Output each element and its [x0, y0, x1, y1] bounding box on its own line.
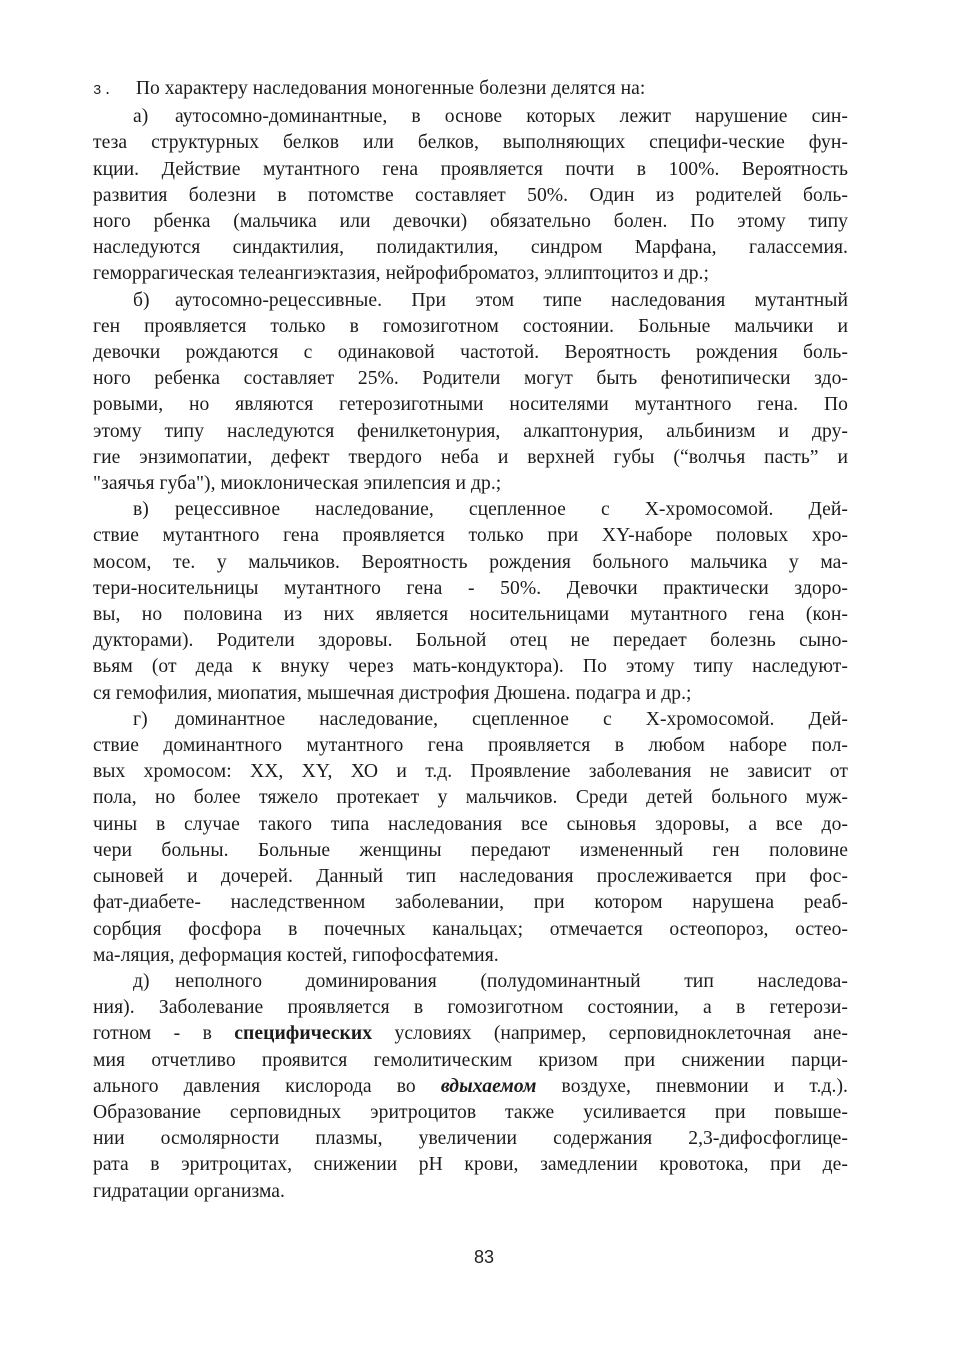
- list-item-line: развития болезни в потомстве составляет 50%. Один из родителей боль-: [93, 184, 848, 206]
- list-item-mark: в): [133, 499, 149, 521]
- emphasis-bold-word: специфических: [234, 1023, 373, 1045]
- list-item-mark: а): [133, 106, 149, 128]
- section-number: 3.: [93, 83, 114, 99]
- list-item-text: аутосомно-рецессивные. При этом типе наследования мутантный: [175, 289, 848, 311]
- item-d-line: рата в эритроцитах, снижении pH крови, замедлении кровотока, при де-: [93, 1154, 848, 1176]
- list-item-line: тери-носительницы мутантного гена - 50%. Девочки практически здоро-: [93, 577, 848, 599]
- emphasis-italic-word: вдыхаемом: [440, 1075, 537, 1097]
- list-item-line: ствие мутантного гена проявляется только при XY-наборе половых хро-: [93, 525, 848, 547]
- list-item-line: наследуются синдактилия, полидактилия, синдром Марфана, галассемия.: [93, 237, 848, 259]
- list-item-line: ствие доминантного мутантного гена проявляется в любом наборе пол-: [93, 735, 848, 757]
- list-item-line: мосом, те. у мальчиков. Вероятность рождения больного мальчика у ма-: [93, 551, 848, 573]
- item-d-line: [93, 1021, 848, 1047]
- list-item: [93, 497, 848, 707]
- list-item-line: ного рбенка (мальчика или девочки) обязательно болен. По этому типу: [93, 211, 848, 233]
- list-item-line: теза структурных белков или белков, выполняющих специфи-ческие фун-: [93, 132, 848, 154]
- intro-text: По характеру наследования моногенные болезни делятся на:: [135, 78, 646, 99]
- list-item-line: вых хромосом: XX, XY, ХО и т.д. Проявление заболевания не зависит от: [93, 761, 848, 783]
- item-d-text-3b: условиях (например, серповидноклеточная ане-: [372, 1023, 848, 1045]
- item-d-text-3a: готном - в: [93, 1023, 235, 1045]
- list-item: [93, 707, 848, 969]
- list-item-mark: б): [133, 289, 150, 311]
- item-d-line: ния). Заболевание проявляется в гомозиготном состоянии, а в гетерози-: [93, 997, 848, 1019]
- list-item-line: дукторами). Родители здоровы. Больной отец не передает болезнь сыно-: [93, 630, 848, 652]
- item-d-text-5a: ального давления кислорода во: [93, 1075, 441, 1097]
- list-item-line: [93, 288, 848, 314]
- item-d-line: гидратации организма.: [93, 1180, 286, 1202]
- body-text: [93, 76, 848, 1205]
- list-item-line: гие энзимопатии, дефект твердого неба и верхней губы (“волчья пасть” и: [93, 446, 848, 468]
- item-d-line: [93, 969, 848, 995]
- list-item-line: ровыми, но являются гетерозиготными носителями мутантного гена. По: [93, 394, 848, 416]
- list-item-line: пола, но более тяжело протекает у мальчиков. Среди детей больного муж-: [93, 787, 848, 809]
- list-item-line: ма-ляция, деформация костей, гипофосфатемия.: [93, 944, 499, 966]
- section-intro: [93, 76, 848, 104]
- list-item-d: [93, 969, 848, 1205]
- list-item: [93, 288, 848, 498]
- item-d-line: [93, 1074, 848, 1100]
- item-d-line: мия отчетливо проявится гемолитическим кризом при снижении парци-: [93, 1049, 848, 1071]
- page-number: 83: [473, 1247, 495, 1267]
- list-item-line: девочки рождаются с одинаковой частотой. Вероятность рождения боль-: [93, 342, 848, 364]
- list-item-line: "заячья губа"), миоклоническая эпилепсия и др.;: [93, 473, 502, 495]
- item-d-text-1: неполного доминирования (полудоминантный тип наследова-: [175, 970, 848, 992]
- list-item-line: [93, 497, 848, 523]
- list-item-line: вьям (от деда к внуку через мать-кондуктора). По этому типу наследуют-: [93, 656, 848, 678]
- list-item-line: фат-диабете- наследственном заболевании, при котором нарушена реаб-: [93, 892, 848, 914]
- list-item-line: сорбция фосфора в почечных канальцах; отмечается остеопороз, остео-: [93, 918, 848, 940]
- list-item-line: этому типу наследуются фенилкетонурия, алкаптонурия, альбинизм и дру-: [93, 420, 848, 442]
- list-item-line: геморрагическая телеангиэктазия, нейрофиброматоз, эллиптоцитоз и др.;: [93, 263, 709, 285]
- list-item-text: рецессивное наследование, сцепленное с Х-хромосомой. Дей-: [175, 499, 848, 521]
- items-list: [93, 104, 848, 969]
- list-item-line: чери больны. Больные женщины передают измененный ген половине: [93, 839, 848, 861]
- list-item-line: ного ребенка составляет 25%. Родители могут быть фенотипически здо-: [93, 368, 848, 390]
- list-item-line: [93, 104, 848, 130]
- list-item-line: [93, 707, 848, 733]
- item-d-line: нии осмолярности плазмы, увеличении содержания 2,3-дифосфоглице-: [93, 1128, 848, 1150]
- list-item-line: чины в случае такого типа наследования все сыновья здоровы, а все до-: [93, 813, 848, 835]
- list-item-mark: г): [133, 708, 148, 730]
- item-d-text-5b: воздухе, пневмонии и т.д.).: [536, 1075, 848, 1097]
- list-item-line: сыновей и дочерей. Данный тип наследования прослеживается при фос-: [93, 866, 848, 888]
- list-item-text: доминантное наследование, сцепленное с Х-хромосомой. Дей-: [175, 708, 848, 730]
- list-item-line: кции. Действие мутантного гена проявляется почти в 100%. Вероятность: [93, 158, 848, 180]
- list-item-line: вы, но половина из них является носительницами мутантного гена (кон-: [93, 604, 848, 626]
- list-item-line: ген проявляется только в гомозиготном состоянии. Больные мальчики и: [93, 315, 848, 337]
- list-item: [93, 104, 848, 287]
- list-item-line: ся гемофилия, миопатия, мышечная дистрофия Дюшена. подагра и др.;: [93, 682, 692, 704]
- item-d-mark: д): [133, 970, 150, 992]
- list-item-text: аутосомно-доминантные, в основе которых лежит нарушение син-: [175, 106, 848, 128]
- item-d-line: Образование серповидных эритроцитов также усиливается при повыше-: [93, 1101, 848, 1123]
